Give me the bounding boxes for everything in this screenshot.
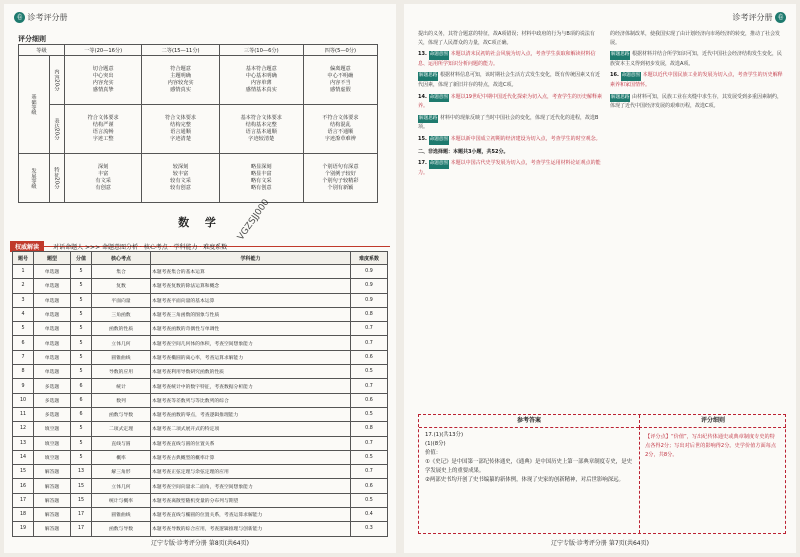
analysis-cell: 本题考查导数的综合应用，考查逻辑推理与创新能力 (151, 522, 351, 536)
analysis-cell: 0.7 (351, 436, 388, 450)
analysis-cell: 0.3 (351, 522, 388, 536)
rubric-group-cell: 基础等级 (19, 56, 50, 154)
analysis-cell: 函数的性质 (92, 322, 151, 336)
analysis-cell: 单选题 (34, 293, 71, 307)
answer-box-content (425, 431, 633, 485)
analysis-row (13, 522, 388, 536)
analysis-cell: 本题考查集合的基本运算 (151, 265, 351, 279)
analysis-cell: 二项式定理 (92, 422, 151, 436)
answer-block (418, 71, 602, 89)
analysis-cell: 5 (71, 350, 92, 364)
analysis-text: 对话命题人 >>> 命题意图分析 · 核心考点 · 学科能力 · 难度系数 (53, 244, 228, 251)
rubric-header-cell: 等级 (19, 45, 65, 56)
rubric-header-row (19, 45, 378, 56)
answer-block (418, 135, 602, 145)
analysis-cell: 圆锥曲线 (92, 508, 151, 522)
answer-block (610, 50, 786, 68)
answer-line-2: (1)(8分) (425, 441, 446, 447)
analysis-row (13, 393, 388, 407)
question-number: 13. (418, 51, 429, 58)
right-header (732, 12, 786, 23)
answer-column-2 (610, 30, 786, 114)
analysis-cell: 本题考查利用导数研究函数的性质 (151, 365, 351, 379)
question-text: 根据材料信息可知，该时期社会生活方式发生变化，既有传统因素又有近代因素，体现了新旧并存的特点，故选C项。 (418, 72, 600, 88)
analysis-row (13, 479, 388, 493)
analysis-cell: 0.8 (351, 422, 388, 436)
left-header (14, 12, 68, 23)
analysis-cell: 0.9 (351, 265, 388, 279)
analysis-cell: 解答题 (34, 465, 71, 479)
left-footer: 辽宁专版·诊考评分册 第8页(共64页) (151, 540, 249, 547)
analysis-cell: 5 (71, 293, 92, 307)
analysis-cell: 概率 (92, 450, 151, 464)
analysis-cell: 17 (71, 522, 92, 536)
analysis-cell: 0.9 (351, 293, 388, 307)
analysis-cell: 本题考查平面向量的基本运算 (151, 293, 351, 307)
question-tag: 解题思路 (418, 72, 438, 81)
analysis-row (13, 465, 388, 479)
answer-line-5: ②两部史书均开创了史书编纂的新体例，体现了史家的创新精神，对后世影响深远。 (425, 477, 624, 483)
analysis-row (13, 265, 388, 279)
analysis-cell: 7 (13, 350, 34, 364)
rubric-cell: 略显深刻 略显丰富 略有文采 略有创意 (219, 154, 303, 203)
analysis-cell: 17 (13, 493, 34, 507)
analysis-cell: 单选题 (34, 279, 71, 293)
analysis-cell: 立体几何 (92, 336, 151, 350)
analysis-cell: 5 (13, 322, 34, 336)
analysis-cell: 5 (71, 336, 92, 350)
analysis-cell: 19 (13, 522, 34, 536)
analysis-cell: 填空题 (34, 436, 71, 450)
analysis-cell: 本题考查空间几何体的体积，考查空间想象能力 (151, 336, 351, 350)
rubric-row (19, 154, 378, 203)
rubric-sub-cell: 内容20分 (50, 56, 65, 105)
analysis-cell: 统计 (92, 379, 151, 393)
answer-line-3: 价值： (425, 450, 442, 456)
analysis-cell: 2 (13, 279, 34, 293)
rubric-cell: 符合文体要求 结构完整 语言通顺 字迹清楚 (142, 105, 219, 154)
answer-box-left-title: 参考答案 (419, 415, 639, 428)
analysis-row (13, 436, 388, 450)
analysis-cell: 16 (13, 479, 34, 493)
analysis-cell: 单选题 (34, 350, 71, 364)
analysis-cell: 8 (13, 365, 34, 379)
answer-block (610, 93, 786, 111)
analysis-cell: 5 (71, 365, 92, 379)
analysis-cell: 15 (71, 493, 92, 507)
analysis-cell: 0.8 (351, 307, 388, 321)
analysis-cell: 单选题 (34, 336, 71, 350)
question-text: 材料中的现象反映了当时中国社会的变化，体现了近代化的进程，故选B项。 (418, 114, 599, 131)
question-tag: 命题意图 (429, 94, 449, 103)
rubric-row (19, 105, 378, 154)
analysis-cell: 解答题 (34, 522, 71, 536)
analysis-cell: 13 (71, 465, 92, 479)
analysis-cell: 17 (71, 508, 92, 522)
analysis-cell: 函数与导数 (92, 522, 151, 536)
rubric-cell: 偏离题意 中心不明确 内容不当 感情虚假 (303, 56, 377, 105)
analysis-row (13, 279, 388, 293)
question-tag: 命题意图 (429, 51, 449, 60)
analysis-cell: 本题考查等差数列与等比数列的综合 (151, 393, 351, 407)
answer-block: 提出的义务，其符合题意的特征，故A项错误；材料中政府的行为与B项的说法有关，体现了人民群众的力量，故C项正确。 (418, 31, 595, 46)
analysis-cell: 14 (13, 450, 34, 464)
right-page (404, 4, 796, 553)
analysis-cell: 多选题 (34, 379, 71, 393)
analysis-row (13, 508, 388, 522)
rubric-cell: 符合题意 主题明确 内容较充实 感情真实 (142, 56, 219, 105)
analysis-cell: 函数与导数 (92, 407, 151, 421)
analysis-bar (10, 234, 390, 251)
rubric-header-cell: 一等(20—16分) (65, 45, 142, 56)
question-text: 本题以19世纪中期中国近代化探索为切入点，考查学生的历史解释素养。 (418, 93, 602, 110)
analysis-row (13, 493, 388, 507)
answer-box-rubric: 【评分点】“价值”，写出纪传体通史或典章制度专史的特点各得2分；写出对后世的影响得2分。史学价值方面每点2分，共8分。 (645, 434, 777, 458)
analysis-cell: 5 (71, 265, 92, 279)
question-tag: 命题意图 (429, 160, 449, 169)
analysis-cell: 数列 (92, 393, 151, 407)
analysis-cell: 单选题 (34, 322, 71, 336)
analysis-header-cell: 难度系数 (351, 252, 388, 265)
answer-box-right-title: 评分细则 (639, 415, 786, 428)
analysis-header-row (13, 252, 388, 265)
analysis-cell: 0.6 (351, 479, 388, 493)
analysis-cell: 本题考查统计中的数字特征，考查数据分析能力 (151, 379, 351, 393)
rubric-cell: 基本符合文体要求 结构基本完整 语言基本通顺 字迹较清楚 (219, 105, 303, 154)
rubric-cell: 个别语句有深意 个别例子较好 个别句子较精彩 个别有新颖 (303, 154, 377, 203)
answer-block: 二、非选择题：本题共3小题，共52分。 (418, 148, 509, 155)
analysis-cell: 本题考查函数的奇偶性与单调性 (151, 322, 351, 336)
answer-block (610, 71, 786, 89)
answer-block (418, 50, 602, 68)
analysis-cell: 本题考查复数的除法运算和概念 (151, 279, 351, 293)
rubric-group-cell: 发展等级 (19, 154, 50, 203)
analysis-cell: 本题考查离散型随机变量的分布列与期望 (151, 493, 351, 507)
analysis-row (13, 322, 388, 336)
brand-logo-icon: 卷 (14, 12, 25, 23)
rubric-header-cell: 四等(5—0分) (303, 45, 377, 56)
analysis-tag: 权威解读 (10, 241, 44, 252)
answer-box-divider (639, 427, 640, 533)
analysis-header-cell: 分值 (71, 252, 92, 265)
analysis-cell: 12 (13, 422, 34, 436)
analysis-row (13, 365, 388, 379)
analysis-cell: 平面向量 (92, 293, 151, 307)
analysis-cell: 5 (71, 279, 92, 293)
left-header-text: 诊考评分册 (27, 13, 68, 22)
question-tag: 命题意图 (621, 72, 641, 81)
rubric-label: 评分细则 (18, 35, 46, 43)
analysis-cell: 5 (71, 450, 92, 464)
analysis-cell: 三角函数 (92, 307, 151, 321)
analysis-cell: 10 (13, 393, 34, 407)
answer-line-4: ①《史记》是中国第一部纪传体通史，《通典》是中国历史上第一部典章制度专史，是史学发展史上的重要成果。 (425, 459, 632, 474)
rubric-header-cell: 二等(15—11分) (142, 45, 219, 56)
question-text: 本题以中国古代史学发展为切入点，考查学生运用材料论证观点的能力。 (418, 160, 601, 176)
analysis-cell: 0.5 (351, 450, 388, 464)
analysis-row (13, 350, 388, 364)
analysis-cell: 单选题 (34, 307, 71, 321)
analysis-header-cell: 核心考点 (92, 252, 151, 265)
analysis-cell: 解答题 (34, 479, 71, 493)
analysis-cell: 13 (13, 436, 34, 450)
analysis-cell: 多选题 (34, 407, 71, 421)
rubric-sub-cell: 表达20分 (50, 105, 65, 154)
analysis-cell: 0.6 (351, 393, 388, 407)
answer-block (418, 93, 602, 111)
analysis-cell: 0.7 (351, 379, 388, 393)
analysis-cell: 直线与圆 (92, 436, 151, 450)
analysis-cell: 3 (13, 293, 34, 307)
analysis-cell: 立体几何 (92, 479, 151, 493)
analysis-cell: 0.7 (351, 465, 388, 479)
question-number: 17. (418, 160, 429, 167)
analysis-cell: 15 (71, 479, 92, 493)
analysis-row (13, 336, 388, 350)
rubric-header-cell: 三等(10—6分) (219, 45, 303, 56)
question-text: 本题以近代中国民族工业的发展为切入点，考查学生的历史解释素养和家国情怀。 (610, 72, 783, 88)
rubric-row (19, 56, 378, 105)
analysis-cell: 单选题 (34, 265, 71, 279)
question-number: 14. (418, 93, 429, 100)
analysis-cell: 0.9 (351, 279, 388, 293)
analysis-cell: 本题考查直线与椭圆的位置关系，考查运算求解能力 (151, 508, 351, 522)
rubric-cell: 深刻 丰富 有文采 有创意 (65, 154, 142, 203)
subject-title: 数 学 (178, 216, 222, 229)
analysis-header-cell: 题型 (34, 252, 71, 265)
analysis-cell: 解答题 (34, 508, 71, 522)
question-text: 根据材料并结合所学知识可知，近代中国社会经济结构发生变化，民族资本主义得到初步发展，故选A项。 (610, 51, 782, 67)
analysis-cell: 0.5 (351, 365, 388, 379)
analysis-cell: 本题考查函数的零点，考查逻辑推理能力 (151, 407, 351, 421)
analysis-cell: 圆锥曲线 (92, 350, 151, 364)
rubric-cell: 符合文体要求 结构严谨 语言流畅 字迹工整 (65, 105, 142, 154)
analysis-cell: 0.5 (351, 493, 388, 507)
answer-block (418, 159, 602, 177)
analysis-cell: 解答题 (34, 493, 71, 507)
answer-box (418, 414, 786, 534)
analysis-cell: 0.5 (351, 407, 388, 421)
analysis-cell: 5 (71, 307, 92, 321)
rubric-sub-cell: 特征20分 (50, 154, 65, 203)
right-header-text: 诊考评分册 (732, 13, 773, 22)
analysis-cell: 导数的应用 (92, 365, 151, 379)
rubric-cell: 基本符合题意 中心基本明确 内容单薄 感情基本真实 (219, 56, 303, 105)
analysis-cell: 填空题 (34, 450, 71, 464)
analysis-cell: 9 (13, 379, 34, 393)
analysis-cell: 集合 (92, 265, 151, 279)
question-text: 由材料可知，民族工业在夹缝中求生存，其发展受到多重因素制约，体现了近代中国经济发展的艰难历程，故选C项。 (610, 93, 782, 110)
analysis-row (13, 293, 388, 307)
analysis-cell: 0.4 (351, 508, 388, 522)
brand-logo-icon: 卷 (775, 12, 786, 23)
answer-line-1: 17.(1)(共13分) (425, 432, 464, 438)
analysis-cell: 1 (13, 265, 34, 279)
exam-analysis-table (12, 251, 388, 537)
analysis-cell: 11 (13, 407, 34, 421)
analysis-cell: 填空题 (34, 422, 71, 436)
analysis-cell: 0.6 (351, 350, 388, 364)
analysis-row (13, 450, 388, 464)
analysis-cell: 统计与概率 (92, 493, 151, 507)
analysis-cell: 解三角形 (92, 465, 151, 479)
analysis-cell: 5 (71, 436, 92, 450)
rubric-cell: 切合题意 中心突出 内容充实 感情真挚 (65, 56, 142, 105)
question-tag: 解题思路 (610, 51, 630, 60)
analysis-cell: 5 (71, 322, 92, 336)
analysis-cell: 0.7 (351, 322, 388, 336)
answer-column-1 (418, 30, 602, 180)
question-tag: 解题思路 (418, 115, 438, 124)
essay-rubric-table (18, 44, 378, 203)
analysis-cell: 6 (71, 379, 92, 393)
left-page (4, 4, 396, 553)
right-footer: 辽宁专版·诊考评分册 第7页(共64页) (551, 540, 649, 547)
analysis-header-cell: 题号 (13, 252, 34, 265)
analysis-body (13, 265, 388, 537)
analysis-cell: 0.7 (351, 336, 388, 350)
analysis-cell: 本题考查空间向量求二面角，考查空间想象能力 (151, 479, 351, 493)
analysis-cell: 本题考查古典概型的概率计算 (151, 450, 351, 464)
analysis-cell: 单选题 (34, 365, 71, 379)
rubric-cell: 较深刻 较丰富 较有文采 较有创意 (142, 154, 219, 203)
analysis-cell: 6 (71, 407, 92, 421)
question-text: 本题以清末民初的社会风貌为切入点，考查学生获取和解读材料信息、运用所学知识分析问题的能力。 (418, 51, 596, 67)
analysis-cell: 18 (13, 508, 34, 522)
rubric-body (19, 56, 378, 203)
answer-block (418, 114, 602, 132)
analysis-cell: 本题考查椭圆的离心率，考查运算求解能力 (151, 350, 351, 364)
analysis-cell: 本题考查三角函数的图象与性质 (151, 307, 351, 321)
answer-block: 的经济体制改革，使我国实现了由计划经济向市场经济的转变，推动了社会发展。 (610, 31, 781, 46)
watermark: VGZSJJ000 (236, 197, 272, 243)
analysis-cell: 复数 (92, 279, 151, 293)
question-text: 本题以新中国成立初期的经济建设为切入点，考查学生的时空观念。 (449, 135, 601, 142)
analysis-row (13, 422, 388, 436)
analysis-cell: 5 (71, 422, 92, 436)
analysis-row (13, 379, 388, 393)
analysis-cell: 15 (13, 465, 34, 479)
rubric-cell: 不符合文体要求 结构混乱 语言不通顺 字迹潦草难辨 (303, 105, 377, 154)
analysis-cell: 本题考查二项式展开式的特定项 (151, 422, 351, 436)
analysis-cell: 本题考查正弦定理与余弦定理的应用 (151, 465, 351, 479)
question-tag: 命题意图 (429, 136, 449, 145)
analysis-cell: 4 (13, 307, 34, 321)
analysis-cell: 6 (13, 336, 34, 350)
analysis-header-cell: 学科能力 (151, 252, 351, 265)
analysis-row (13, 407, 388, 421)
analysis-cell: 多选题 (34, 393, 71, 407)
analysis-cell: 6 (71, 393, 92, 407)
question-number: 15. (418, 135, 429, 142)
question-number: 16. (610, 72, 621, 79)
question-tag: 解题思路 (610, 94, 630, 103)
analysis-cell: 本题考查直线与圆的位置关系 (151, 436, 351, 450)
analysis-row (13, 307, 388, 321)
